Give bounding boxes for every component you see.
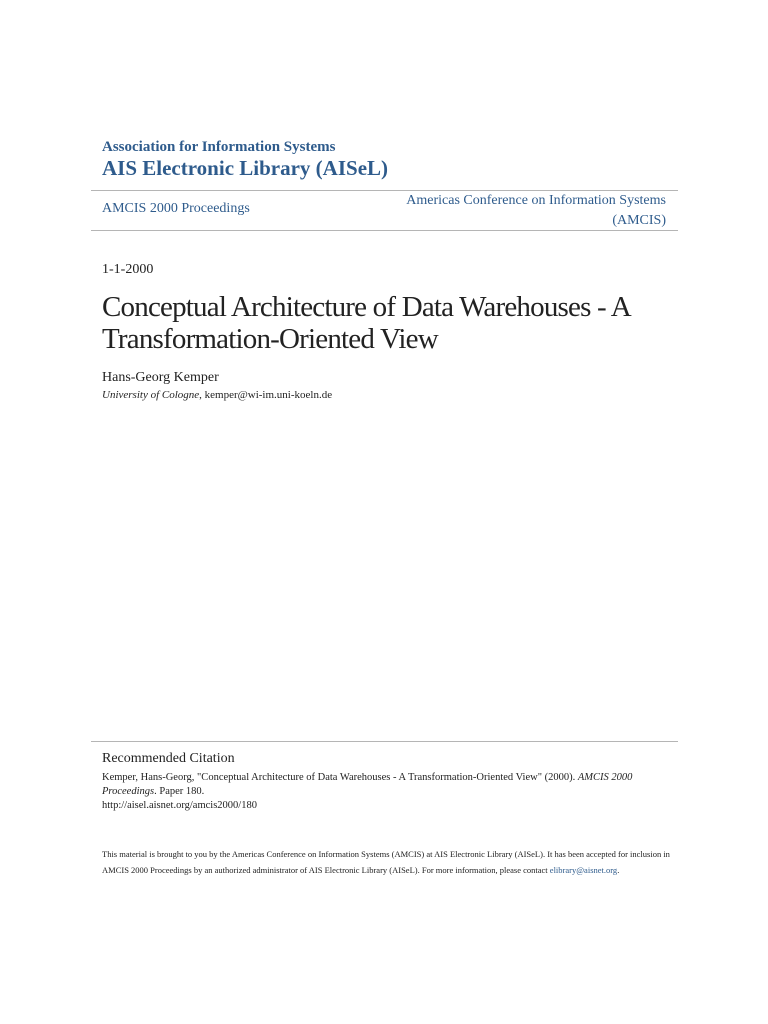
author-email: , kemper@wi-im.uni-koeln.de (199, 389, 333, 401)
author-name: Hans-Georg Kemper (102, 370, 219, 385)
notice-end: . (617, 865, 620, 875)
organization-name[interactable]: Association for Information Systems (102, 139, 336, 155)
paper-title: Conceptual Architecture of Data Warehouses - A Transformation-Oriented View (102, 291, 630, 355)
conference-name-line1[interactable]: Americas Conference on Information Systems (406, 193, 666, 208)
author-affiliation (102, 389, 332, 401)
citation-heading: Recommended Citation (102, 751, 235, 766)
publication-date: 1-1-2000 (102, 262, 154, 277)
institution-name: University of Cologne (102, 389, 200, 401)
citation-proceedings: AMCIS 2000 Proceedings (102, 772, 633, 797)
citation-paper-number: . Paper 180. (154, 786, 205, 797)
rights-notice (102, 846, 672, 878)
contact-email-link[interactable]: elibrary@aisnet.org (549, 865, 618, 875)
library-name[interactable]: AIS Electronic Library (AISeL) (102, 156, 389, 180)
citation-text (102, 771, 672, 813)
bottom-divider (91, 230, 678, 231)
notice-text: This material is brought to you by the Americas Conference on Information Systems (AMCIS) at AIS Electronic Library (AISeL). It has been accepted for inclusion in AMCIS 2000 Proceedings by an authorized administrator of AIS Electronic Library (AISeL). For more information, please contact (102, 849, 670, 875)
citation-main: Kemper, Hans-Georg, "Conceptual Architecture of Data Warehouses - A Transformation-Oriented View" (2000). (102, 772, 578, 783)
conference-name-line2[interactable]: (AMCIS) (612, 213, 666, 228)
conference-link[interactable] (376, 191, 666, 231)
citation-url[interactable]: http://aisel.aisnet.org/amcis2000/180 (102, 800, 257, 811)
proceedings-link[interactable]: AMCIS 2000 Proceedings (102, 201, 250, 216)
citation-divider (91, 741, 678, 742)
